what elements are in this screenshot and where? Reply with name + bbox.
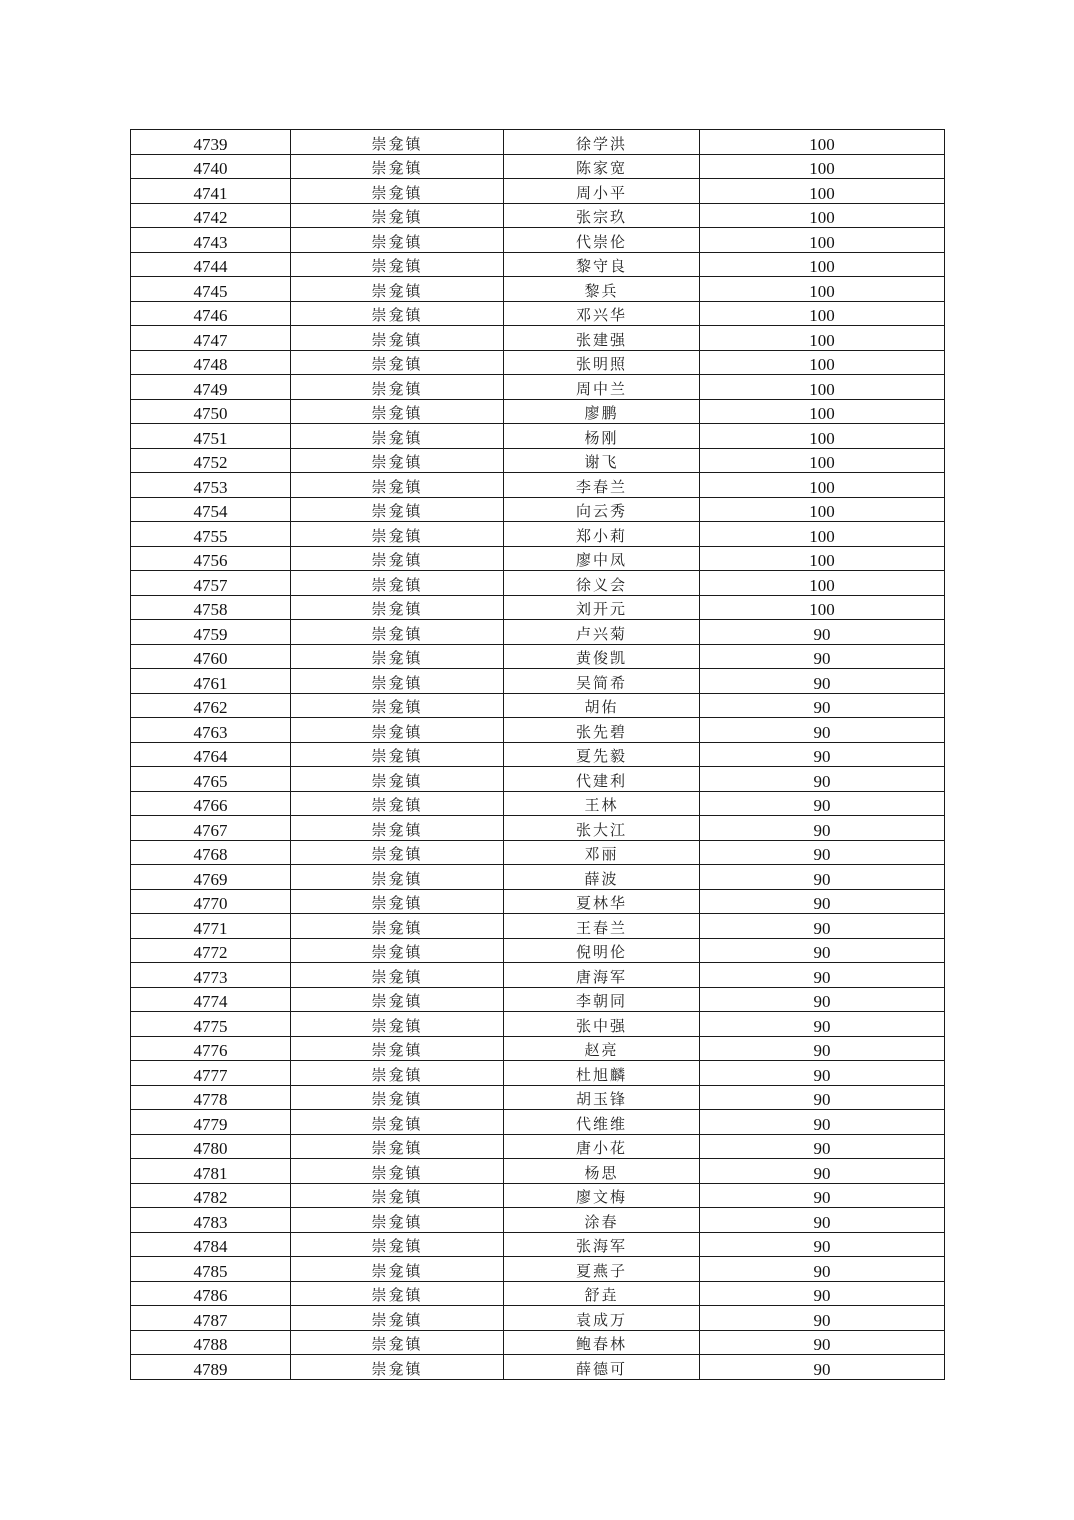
name-cell: 邓兴华 (504, 301, 700, 326)
town-cell: 崇龛镇 (291, 1208, 504, 1233)
amount-cell: 100 (700, 326, 945, 351)
town-cell: 崇龛镇 (291, 718, 504, 743)
amount-cell: 100 (700, 546, 945, 571)
town-cell: 崇龛镇 (291, 497, 504, 522)
amount-cell: 90 (700, 1036, 945, 1061)
table-row (131, 742, 945, 767)
roster-table-body (131, 130, 945, 1380)
amount-cell: 100 (700, 179, 945, 204)
town-cell: 崇龛镇 (291, 252, 504, 277)
serial-number-cell: 4757 (131, 571, 291, 596)
name-cell: 王春兰 (504, 914, 700, 939)
table-row (131, 889, 945, 914)
serial-number-cell: 4781 (131, 1159, 291, 1184)
town-cell: 崇龛镇 (291, 644, 504, 669)
town-cell: 崇龛镇 (291, 228, 504, 253)
serial-number-cell: 4778 (131, 1085, 291, 1110)
table-row (131, 203, 945, 228)
serial-number-cell: 4785 (131, 1257, 291, 1282)
name-cell: 吴简希 (504, 669, 700, 694)
name-cell: 杜旭麟 (504, 1061, 700, 1086)
amount-cell: 90 (700, 1306, 945, 1331)
table-row (131, 1306, 945, 1331)
serial-number-cell: 4751 (131, 424, 291, 449)
serial-number-cell: 4770 (131, 889, 291, 914)
town-cell: 崇龛镇 (291, 350, 504, 375)
name-cell: 夏先毅 (504, 742, 700, 767)
name-cell: 代维维 (504, 1110, 700, 1135)
serial-number-cell: 4761 (131, 669, 291, 694)
town-cell: 崇龛镇 (291, 326, 504, 351)
table-row (131, 718, 945, 743)
amount-cell: 90 (700, 1085, 945, 1110)
town-cell: 崇龛镇 (291, 1330, 504, 1355)
table-row (131, 301, 945, 326)
serial-number-cell: 4758 (131, 595, 291, 620)
serial-number-cell: 4760 (131, 644, 291, 669)
amount-cell: 100 (700, 497, 945, 522)
amount-cell: 90 (700, 816, 945, 841)
town-cell: 崇龛镇 (291, 1134, 504, 1159)
amount-cell: 100 (700, 301, 945, 326)
amount-cell: 100 (700, 277, 945, 302)
table-row (131, 1012, 945, 1037)
table-row (131, 1183, 945, 1208)
town-cell: 崇龛镇 (291, 277, 504, 302)
serial-number-cell: 4754 (131, 497, 291, 522)
town-cell: 崇龛镇 (291, 179, 504, 204)
amount-cell: 90 (700, 718, 945, 743)
amount-cell: 100 (700, 571, 945, 596)
town-cell: 崇龛镇 (291, 963, 504, 988)
serial-number-cell: 4788 (131, 1330, 291, 1355)
town-cell: 崇龛镇 (291, 669, 504, 694)
name-cell: 胡佑 (504, 693, 700, 718)
table-row (131, 546, 945, 571)
amount-cell: 90 (700, 1110, 945, 1135)
amount-cell: 90 (700, 693, 945, 718)
town-cell: 崇龛镇 (291, 424, 504, 449)
name-cell: 廖鹏 (504, 399, 700, 424)
serial-number-cell: 4776 (131, 1036, 291, 1061)
name-cell: 张宗玖 (504, 203, 700, 228)
amount-cell: 90 (700, 963, 945, 988)
name-cell: 代建利 (504, 767, 700, 792)
name-cell: 王林 (504, 791, 700, 816)
name-cell: 李春兰 (504, 473, 700, 498)
table-row (131, 473, 945, 498)
name-cell: 向云秀 (504, 497, 700, 522)
amount-cell: 90 (700, 1012, 945, 1037)
town-cell: 崇龛镇 (291, 571, 504, 596)
amount-cell: 90 (700, 987, 945, 1012)
amount-cell: 100 (700, 203, 945, 228)
amount-cell: 90 (700, 1134, 945, 1159)
name-cell: 杨思 (504, 1159, 700, 1184)
name-cell: 陈家宽 (504, 154, 700, 179)
table-row (131, 1110, 945, 1135)
town-cell: 崇龛镇 (291, 620, 504, 645)
serial-number-cell: 4746 (131, 301, 291, 326)
name-cell: 张大江 (504, 816, 700, 841)
name-cell: 薛波 (504, 865, 700, 890)
serial-number-cell: 4782 (131, 1183, 291, 1208)
town-cell: 崇龛镇 (291, 546, 504, 571)
name-cell: 张海军 (504, 1232, 700, 1257)
table-row (131, 1085, 945, 1110)
table-row (131, 620, 945, 645)
amount-cell: 100 (700, 473, 945, 498)
amount-cell: 90 (700, 620, 945, 645)
amount-cell: 90 (700, 742, 945, 767)
town-cell: 崇龛镇 (291, 203, 504, 228)
amount-cell: 90 (700, 1355, 945, 1380)
town-cell: 崇龛镇 (291, 1232, 504, 1257)
serial-number-cell: 4740 (131, 154, 291, 179)
name-cell: 舒垚 (504, 1281, 700, 1306)
amount-cell: 100 (700, 130, 945, 155)
town-cell: 崇龛镇 (291, 1061, 504, 1086)
serial-number-cell: 4753 (131, 473, 291, 498)
town-cell: 崇龛镇 (291, 448, 504, 473)
town-cell: 崇龛镇 (291, 473, 504, 498)
town-cell: 崇龛镇 (291, 154, 504, 179)
table-row (131, 424, 945, 449)
serial-number-cell: 4742 (131, 203, 291, 228)
town-cell: 崇龛镇 (291, 693, 504, 718)
name-cell: 刘开元 (504, 595, 700, 620)
serial-number-cell: 4780 (131, 1134, 291, 1159)
amount-cell: 90 (700, 1208, 945, 1233)
table-row (131, 963, 945, 988)
amount-cell: 90 (700, 1281, 945, 1306)
town-cell: 崇龛镇 (291, 375, 504, 400)
serial-number-cell: 4789 (131, 1355, 291, 1380)
table-row (131, 1281, 945, 1306)
table-row (131, 1330, 945, 1355)
amount-cell: 90 (700, 938, 945, 963)
name-cell: 杨刚 (504, 424, 700, 449)
serial-number-cell: 4783 (131, 1208, 291, 1233)
amount-cell: 100 (700, 350, 945, 375)
amount-cell: 90 (700, 767, 945, 792)
serial-number-cell: 4763 (131, 718, 291, 743)
town-cell: 崇龛镇 (291, 1085, 504, 1110)
serial-number-cell: 4765 (131, 767, 291, 792)
town-cell: 崇龛镇 (291, 914, 504, 939)
serial-number-cell: 4768 (131, 840, 291, 865)
serial-number-cell: 4741 (131, 179, 291, 204)
serial-number-cell: 4772 (131, 938, 291, 963)
serial-number-cell: 4743 (131, 228, 291, 253)
name-cell: 卢兴菊 (504, 620, 700, 645)
serial-number-cell: 4775 (131, 1012, 291, 1037)
town-cell: 崇龛镇 (291, 1159, 504, 1184)
amount-cell: 90 (700, 791, 945, 816)
town-cell: 崇龛镇 (291, 1257, 504, 1282)
table-row (131, 326, 945, 351)
serial-number-cell: 4784 (131, 1232, 291, 1257)
serial-number-cell: 4756 (131, 546, 291, 571)
town-cell: 崇龛镇 (291, 1183, 504, 1208)
table-row (131, 448, 945, 473)
amount-cell: 100 (700, 424, 945, 449)
serial-number-cell: 4774 (131, 987, 291, 1012)
name-cell: 周小平 (504, 179, 700, 204)
name-cell: 李朝同 (504, 987, 700, 1012)
town-cell: 崇龛镇 (291, 816, 504, 841)
name-cell: 倪明伦 (504, 938, 700, 963)
town-cell: 崇龛镇 (291, 840, 504, 865)
table-row (131, 914, 945, 939)
serial-number-cell: 4748 (131, 350, 291, 375)
name-cell: 徐学洪 (504, 130, 700, 155)
name-cell: 邓丽 (504, 840, 700, 865)
name-cell: 夏林华 (504, 889, 700, 914)
amount-cell: 90 (700, 669, 945, 694)
town-cell: 崇龛镇 (291, 1306, 504, 1331)
table-row (131, 1036, 945, 1061)
table-row (131, 840, 945, 865)
table-row (131, 252, 945, 277)
table-row (131, 1208, 945, 1233)
table-row (131, 1159, 945, 1184)
table-row (131, 522, 945, 547)
table-row (131, 350, 945, 375)
amount-cell: 100 (700, 448, 945, 473)
table-row (131, 865, 945, 890)
name-cell: 郑小莉 (504, 522, 700, 547)
name-cell: 胡玉锋 (504, 1085, 700, 1110)
table-row (131, 1061, 945, 1086)
name-cell: 薛德可 (504, 1355, 700, 1380)
name-cell: 张建强 (504, 326, 700, 351)
table-row (131, 1257, 945, 1282)
amount-cell: 90 (700, 1257, 945, 1282)
name-cell: 张先碧 (504, 718, 700, 743)
table-row (131, 644, 945, 669)
serial-number-cell: 4750 (131, 399, 291, 424)
amount-cell: 100 (700, 399, 945, 424)
table-row (131, 669, 945, 694)
town-cell: 崇龛镇 (291, 889, 504, 914)
serial-number-cell: 4739 (131, 130, 291, 155)
table-row (131, 767, 945, 792)
roster-table (130, 129, 945, 1380)
name-cell: 黄俊凯 (504, 644, 700, 669)
serial-number-cell: 4762 (131, 693, 291, 718)
table-row (131, 791, 945, 816)
name-cell: 唐小花 (504, 1134, 700, 1159)
amount-cell: 100 (700, 154, 945, 179)
serial-number-cell: 4764 (131, 742, 291, 767)
serial-number-cell: 4771 (131, 914, 291, 939)
name-cell: 张中强 (504, 1012, 700, 1037)
amount-cell: 90 (700, 914, 945, 939)
serial-number-cell: 4773 (131, 963, 291, 988)
serial-number-cell: 4769 (131, 865, 291, 890)
town-cell: 崇龛镇 (291, 1110, 504, 1135)
table-row (131, 816, 945, 841)
serial-number-cell: 4767 (131, 816, 291, 841)
town-cell: 崇龛镇 (291, 865, 504, 890)
name-cell: 张明照 (504, 350, 700, 375)
table-row (131, 228, 945, 253)
amount-cell: 90 (700, 1330, 945, 1355)
amount-cell: 90 (700, 1061, 945, 1086)
table-row (131, 497, 945, 522)
town-cell: 崇龛镇 (291, 130, 504, 155)
name-cell: 唐海军 (504, 963, 700, 988)
amount-cell: 100 (700, 228, 945, 253)
town-cell: 崇龛镇 (291, 1012, 504, 1037)
serial-number-cell: 4749 (131, 375, 291, 400)
table-row (131, 130, 945, 155)
amount-cell: 100 (700, 595, 945, 620)
town-cell: 崇龛镇 (291, 1281, 504, 1306)
serial-number-cell: 4777 (131, 1061, 291, 1086)
name-cell: 周中兰 (504, 375, 700, 400)
serial-number-cell: 4766 (131, 791, 291, 816)
serial-number-cell: 4752 (131, 448, 291, 473)
name-cell: 廖中凤 (504, 546, 700, 571)
name-cell: 廖文梅 (504, 1183, 700, 1208)
table-row (131, 375, 945, 400)
table-row (131, 277, 945, 302)
town-cell: 崇龛镇 (291, 767, 504, 792)
amount-cell: 100 (700, 522, 945, 547)
amount-cell: 90 (700, 865, 945, 890)
town-cell: 崇龛镇 (291, 742, 504, 767)
serial-number-cell: 4744 (131, 252, 291, 277)
serial-number-cell: 4786 (131, 1281, 291, 1306)
name-cell: 赵亮 (504, 1036, 700, 1061)
table-row (131, 1355, 945, 1380)
table-row (131, 693, 945, 718)
amount-cell: 90 (700, 840, 945, 865)
serial-number-cell: 4759 (131, 620, 291, 645)
name-cell: 谢飞 (504, 448, 700, 473)
name-cell: 鲍春林 (504, 1330, 700, 1355)
serial-number-cell: 4745 (131, 277, 291, 302)
name-cell: 夏燕子 (504, 1257, 700, 1282)
name-cell: 袁成万 (504, 1306, 700, 1331)
amount-cell: 100 (700, 375, 945, 400)
name-cell: 黎守良 (504, 252, 700, 277)
table-row (131, 1134, 945, 1159)
serial-number-cell: 4787 (131, 1306, 291, 1331)
town-cell: 崇龛镇 (291, 1355, 504, 1380)
serial-number-cell: 4747 (131, 326, 291, 351)
amount-cell: 100 (700, 252, 945, 277)
town-cell: 崇龛镇 (291, 938, 504, 963)
town-cell: 崇龛镇 (291, 399, 504, 424)
town-cell: 崇龛镇 (291, 522, 504, 547)
amount-cell: 90 (700, 644, 945, 669)
table-row (131, 938, 945, 963)
serial-number-cell: 4779 (131, 1110, 291, 1135)
name-cell: 黎兵 (504, 277, 700, 302)
table-row (131, 179, 945, 204)
town-cell: 崇龛镇 (291, 301, 504, 326)
table-row (131, 987, 945, 1012)
town-cell: 崇龛镇 (291, 595, 504, 620)
name-cell: 徐义会 (504, 571, 700, 596)
town-cell: 崇龛镇 (291, 987, 504, 1012)
name-cell: 代崇伦 (504, 228, 700, 253)
table-row (131, 154, 945, 179)
town-cell: 崇龛镇 (291, 791, 504, 816)
amount-cell: 90 (700, 889, 945, 914)
table-row (131, 399, 945, 424)
town-cell: 崇龛镇 (291, 1036, 504, 1061)
amount-cell: 90 (700, 1159, 945, 1184)
serial-number-cell: 4755 (131, 522, 291, 547)
name-cell: 涂春 (504, 1208, 700, 1233)
table-row (131, 595, 945, 620)
table-row (131, 571, 945, 596)
table-row (131, 1232, 945, 1257)
amount-cell: 90 (700, 1183, 945, 1208)
amount-cell: 90 (700, 1232, 945, 1257)
